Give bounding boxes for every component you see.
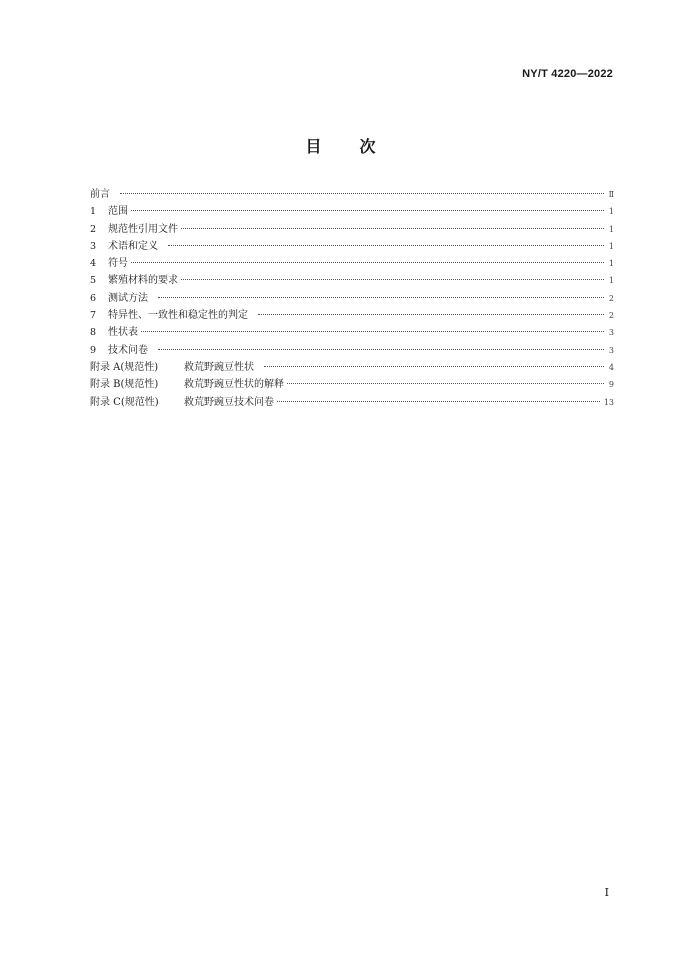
- toc-entry-foreword[interactable]: [90, 186, 614, 203]
- toc-entry-page: 2: [608, 293, 614, 303]
- toc-entry-number: 2: [90, 223, 97, 235]
- page-number: Ⅰ: [604, 886, 609, 899]
- toc-entry-number: 4: [90, 258, 97, 270]
- toc-leader-dots: [120, 193, 604, 194]
- toc-entry-page: 1: [608, 241, 614, 251]
- toc-leader-dots: [258, 314, 604, 315]
- toc-entry-page: 3: [608, 328, 614, 338]
- toc-entry-page: Ⅱ: [608, 190, 614, 199]
- toc-entry-title: 技术问卷: [108, 344, 148, 356]
- standard-code: NY/T 4220—2022: [522, 68, 613, 80]
- toc-entry-page: 3: [608, 345, 614, 355]
- toc-entry-page: 4: [608, 362, 614, 372]
- toc-entry-3[interactable]: [90, 238, 614, 255]
- toc-entry-9[interactable]: [90, 342, 614, 359]
- toc-entry-page: 1: [608, 207, 614, 217]
- toc-leader-dots: [264, 366, 604, 367]
- toc-entry-title: 范围: [108, 206, 128, 218]
- toc-entry-5[interactable]: [90, 272, 614, 289]
- toc-title-part2: 次: [359, 137, 376, 156]
- toc-leader-dots: [181, 279, 604, 280]
- toc-entry-number: 7: [90, 310, 97, 322]
- toc-annex-label: 附录 A(规范性): [90, 361, 159, 373]
- toc-entry-page: 1: [608, 259, 614, 269]
- toc-entry-page: 9: [608, 380, 614, 390]
- toc-entry-title: 繁殖材料的要求: [108, 275, 178, 287]
- toc-entry-8[interactable]: [90, 324, 614, 341]
- toc-entry-number: 3: [90, 240, 97, 252]
- toc-entry-annex-c[interactable]: [90, 394, 614, 411]
- toc-leader-dots: [168, 245, 604, 246]
- toc-entry-title: 术语和定义: [108, 240, 158, 252]
- toc-entry-title: 救荒野豌豆性状的解释: [184, 379, 284, 391]
- toc-entry-title: 符号: [108, 258, 128, 270]
- toc-entry-number: 9: [90, 344, 97, 356]
- toc-leader-dots: [181, 228, 604, 229]
- toc-annex-label: 附录 C(规范性): [90, 396, 159, 408]
- toc-entry-2[interactable]: [90, 221, 614, 238]
- table-of-contents: [90, 186, 614, 411]
- toc-leader-dots: [131, 210, 604, 211]
- toc-annex-label: 附录 B(规范性): [90, 379, 159, 391]
- toc-title: [0, 134, 681, 157]
- toc-entry-page: 1: [608, 276, 614, 286]
- toc-leader-dots: [131, 262, 604, 263]
- toc-entry-annex-a[interactable]: [90, 359, 614, 376]
- toc-entry-1[interactable]: [90, 203, 614, 220]
- toc-entry-title: 救荒野豌豆技术问卷: [184, 396, 274, 408]
- toc-entry-title: 规范性引用文件: [108, 223, 178, 235]
- toc-leader-dots: [158, 297, 604, 298]
- toc-entry-title: 测试方法: [108, 292, 148, 304]
- toc-entry-title: 救荒野豌豆性状: [184, 361, 254, 373]
- toc-entry-title: 前言: [90, 189, 110, 200]
- toc-leader-dots: [158, 349, 604, 350]
- toc-title-part1: 目: [305, 137, 322, 156]
- toc-entry-number: 1: [90, 206, 97, 218]
- toc-entry-number: 5: [90, 275, 97, 287]
- toc-entry-page: 2: [608, 311, 614, 321]
- toc-entry-4[interactable]: [90, 255, 614, 272]
- toc-entry-number: 6: [90, 292, 97, 304]
- toc-entry-title: 性状表: [108, 327, 138, 339]
- toc-leader-dots: [287, 383, 604, 384]
- toc-leader-dots: [141, 331, 604, 332]
- toc-entry-6[interactable]: [90, 290, 614, 307]
- toc-entry-number: 8: [90, 327, 97, 339]
- toc-entry-title: 特异性、一致性和稳定性的判定: [108, 310, 248, 322]
- toc-entry-annex-b[interactable]: [90, 376, 614, 393]
- toc-entry-page: 1: [608, 224, 614, 234]
- toc-entry-page: 13: [603, 397, 614, 407]
- toc-entry-7[interactable]: [90, 307, 614, 324]
- toc-leader-dots: [277, 401, 600, 402]
